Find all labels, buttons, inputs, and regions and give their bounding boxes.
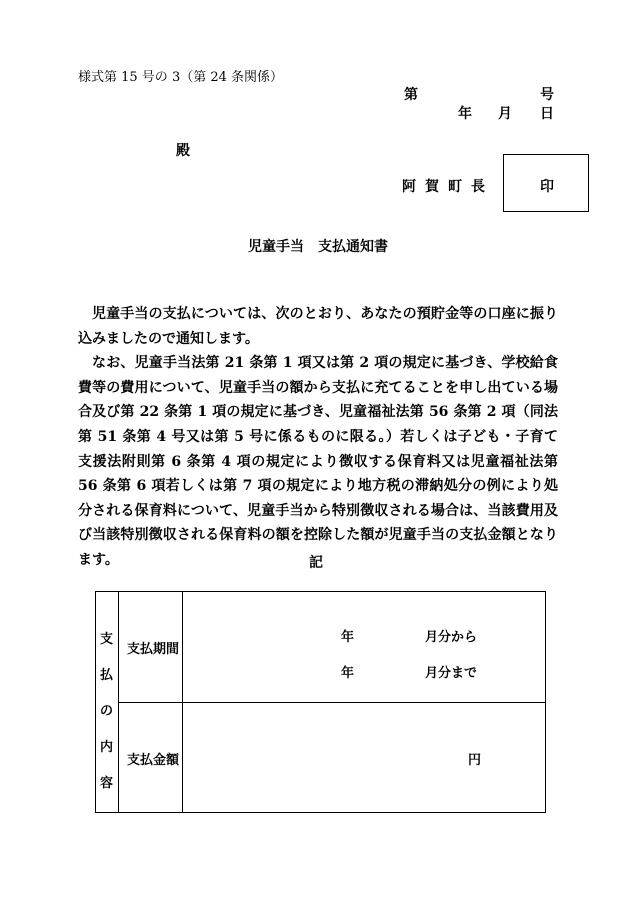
- form-number: 様式第 15 号の 3（第 24 条関係）: [78, 70, 284, 85]
- period-to-year: 年: [341, 666, 355, 681]
- payment-amount-label: 支払金額: [127, 753, 180, 768]
- ki-heading: 記: [309, 555, 323, 571]
- date-year: 年: [458, 106, 472, 122]
- payment-details-table: [95, 591, 546, 813]
- issuer-name: 阿賀町長: [402, 179, 494, 195]
- document-number-suffix: 号: [540, 87, 554, 103]
- side-label-char-3: の: [100, 704, 114, 719]
- side-label-char-1: 支: [100, 632, 114, 647]
- date-day: 日: [540, 106, 554, 122]
- document-title: 児童手当 支払通知書: [248, 239, 388, 255]
- table-divider-horizontal: [118, 702, 545, 703]
- payment-amount-unit: 円: [468, 753, 482, 768]
- notice-paragraph-2: なお、児童手当法第 21 条第 1 項又は第 2 項の規定に基づき、学校給食費等の費用について、児童手当の額から支払に充てることを申し出ている場合及び第 22 条第 1 項の規定に基づき、児童福祉法第 56 条第 2 項（同法第 51 条第 4 号又は第 5 号に係るものに限る。）若しくは子ども・子育て支援法附則第 6 条第 4 項の規定により徴収する保育料又は児童福祉法第 56 条第 6 項若しくは第 7 項の規定により地方税の滞納処分の例により処分される保育料について、児童手当から特別徴収される場合は、当該費用及び当該特別徴収される保育料の額を控除した額が児童手当の支払金額となります。: [78, 355, 558, 568]
- document-number-prefix: 第: [404, 87, 418, 103]
- notice-paragraph-1: 児童手当の支払については、次のとおり、あなたの預貯金等の口座に振り込みましたので通知します。: [78, 306, 558, 347]
- date-month: 月: [498, 106, 512, 122]
- addressee-suffix: 殿: [176, 143, 190, 159]
- seal-label: 印: [540, 179, 554, 195]
- side-label-char-2: 払: [100, 668, 114, 683]
- period-from-month: 月分から: [425, 630, 478, 645]
- period-from-year: 年: [341, 630, 355, 645]
- payment-period-label: 支払期間: [127, 642, 180, 657]
- side-label-char-4: 内: [100, 740, 114, 755]
- side-label-char-5: 容: [100, 776, 114, 791]
- period-to-month: 月分まで: [425, 666, 478, 681]
- notice-body: [78, 302, 558, 573]
